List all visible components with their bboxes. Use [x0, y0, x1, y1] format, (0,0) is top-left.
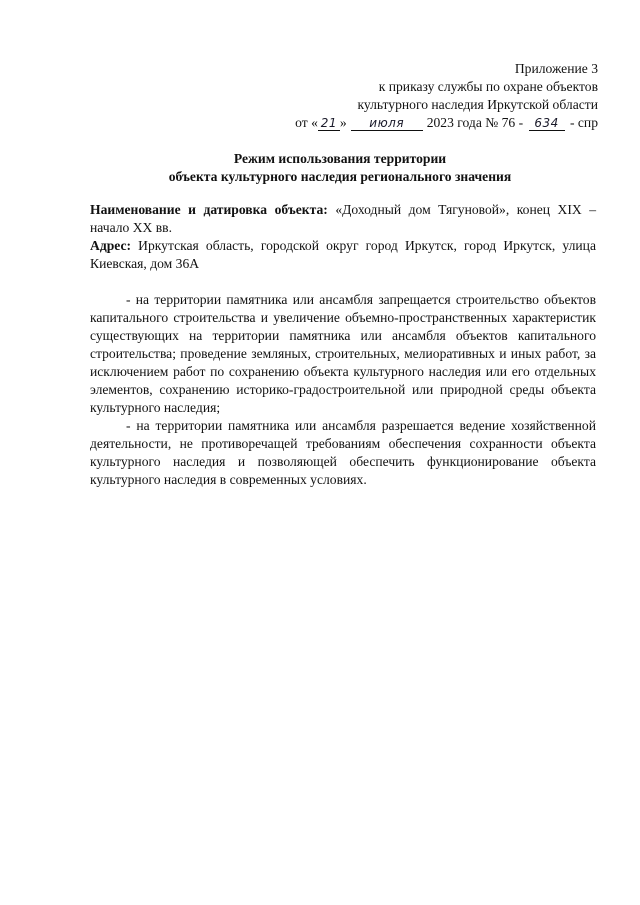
object-address-value: Иркутская область, городской округ город Иркутск, город Иркутск, улица Киевская, дом 36А	[90, 238, 596, 271]
document-title	[90, 150, 590, 186]
title-line-2: объекта культурного наследия регионального значения	[168, 169, 512, 184]
object-address	[90, 237, 596, 273]
title-line-1: Режим использования территории	[233, 151, 447, 166]
object-address-label: Адрес:	[90, 238, 132, 253]
regime-body	[90, 291, 596, 489]
date-year-text: 2023 года № 76 -	[426, 115, 524, 130]
regime-prohibitions: - на территории памятника или ансамбля запрещается строительство объектов капитального строительства и увеличение объемно-пространственных характеристик существующих на территории памятника или ансамбля объектов капитального строительства; проведение земляных, строительных, мелиоративных и иных работ, за исключением работ по сохранению объекта культурного наследия или его отдельных элементов, сохранению историко-градостроительной или природной среды объекта культурного наследия;	[90, 292, 596, 415]
object-name-label: Наименование и датировка объекта:	[90, 202, 328, 217]
object-name-value: «Доходный дом Тягуновой», конец XIX – начало XX вв.	[90, 202, 597, 235]
appendix-order-ref: к приказу службы по охране объектов	[378, 79, 598, 94]
object-meta	[90, 201, 596, 273]
appendix-agency: культурного наследия Иркутской области	[357, 97, 598, 112]
appendix-date-line	[218, 114, 598, 132]
handwritten-month: июля	[351, 116, 423, 131]
regime-permissions: - на территории памятника или ансамбля разрешается ведение хозяйственной деятельности, не противоречащей требованиям обеспечения сохранности объекта культурного наследия и позволяющей обеспечить функционирование объекта культурного наследия в современных условиях.	[90, 418, 596, 487]
handwritten-day: 21	[318, 116, 340, 131]
handwritten-order-number: 634	[529, 116, 565, 131]
appendix-header	[218, 60, 598, 132]
object-name	[90, 201, 596, 237]
date-prefix: от «	[295, 115, 318, 130]
appendix-number: Приложение 3	[514, 61, 598, 76]
date-quote-close: »	[339, 115, 347, 130]
order-suffix: - спр	[569, 115, 598, 130]
